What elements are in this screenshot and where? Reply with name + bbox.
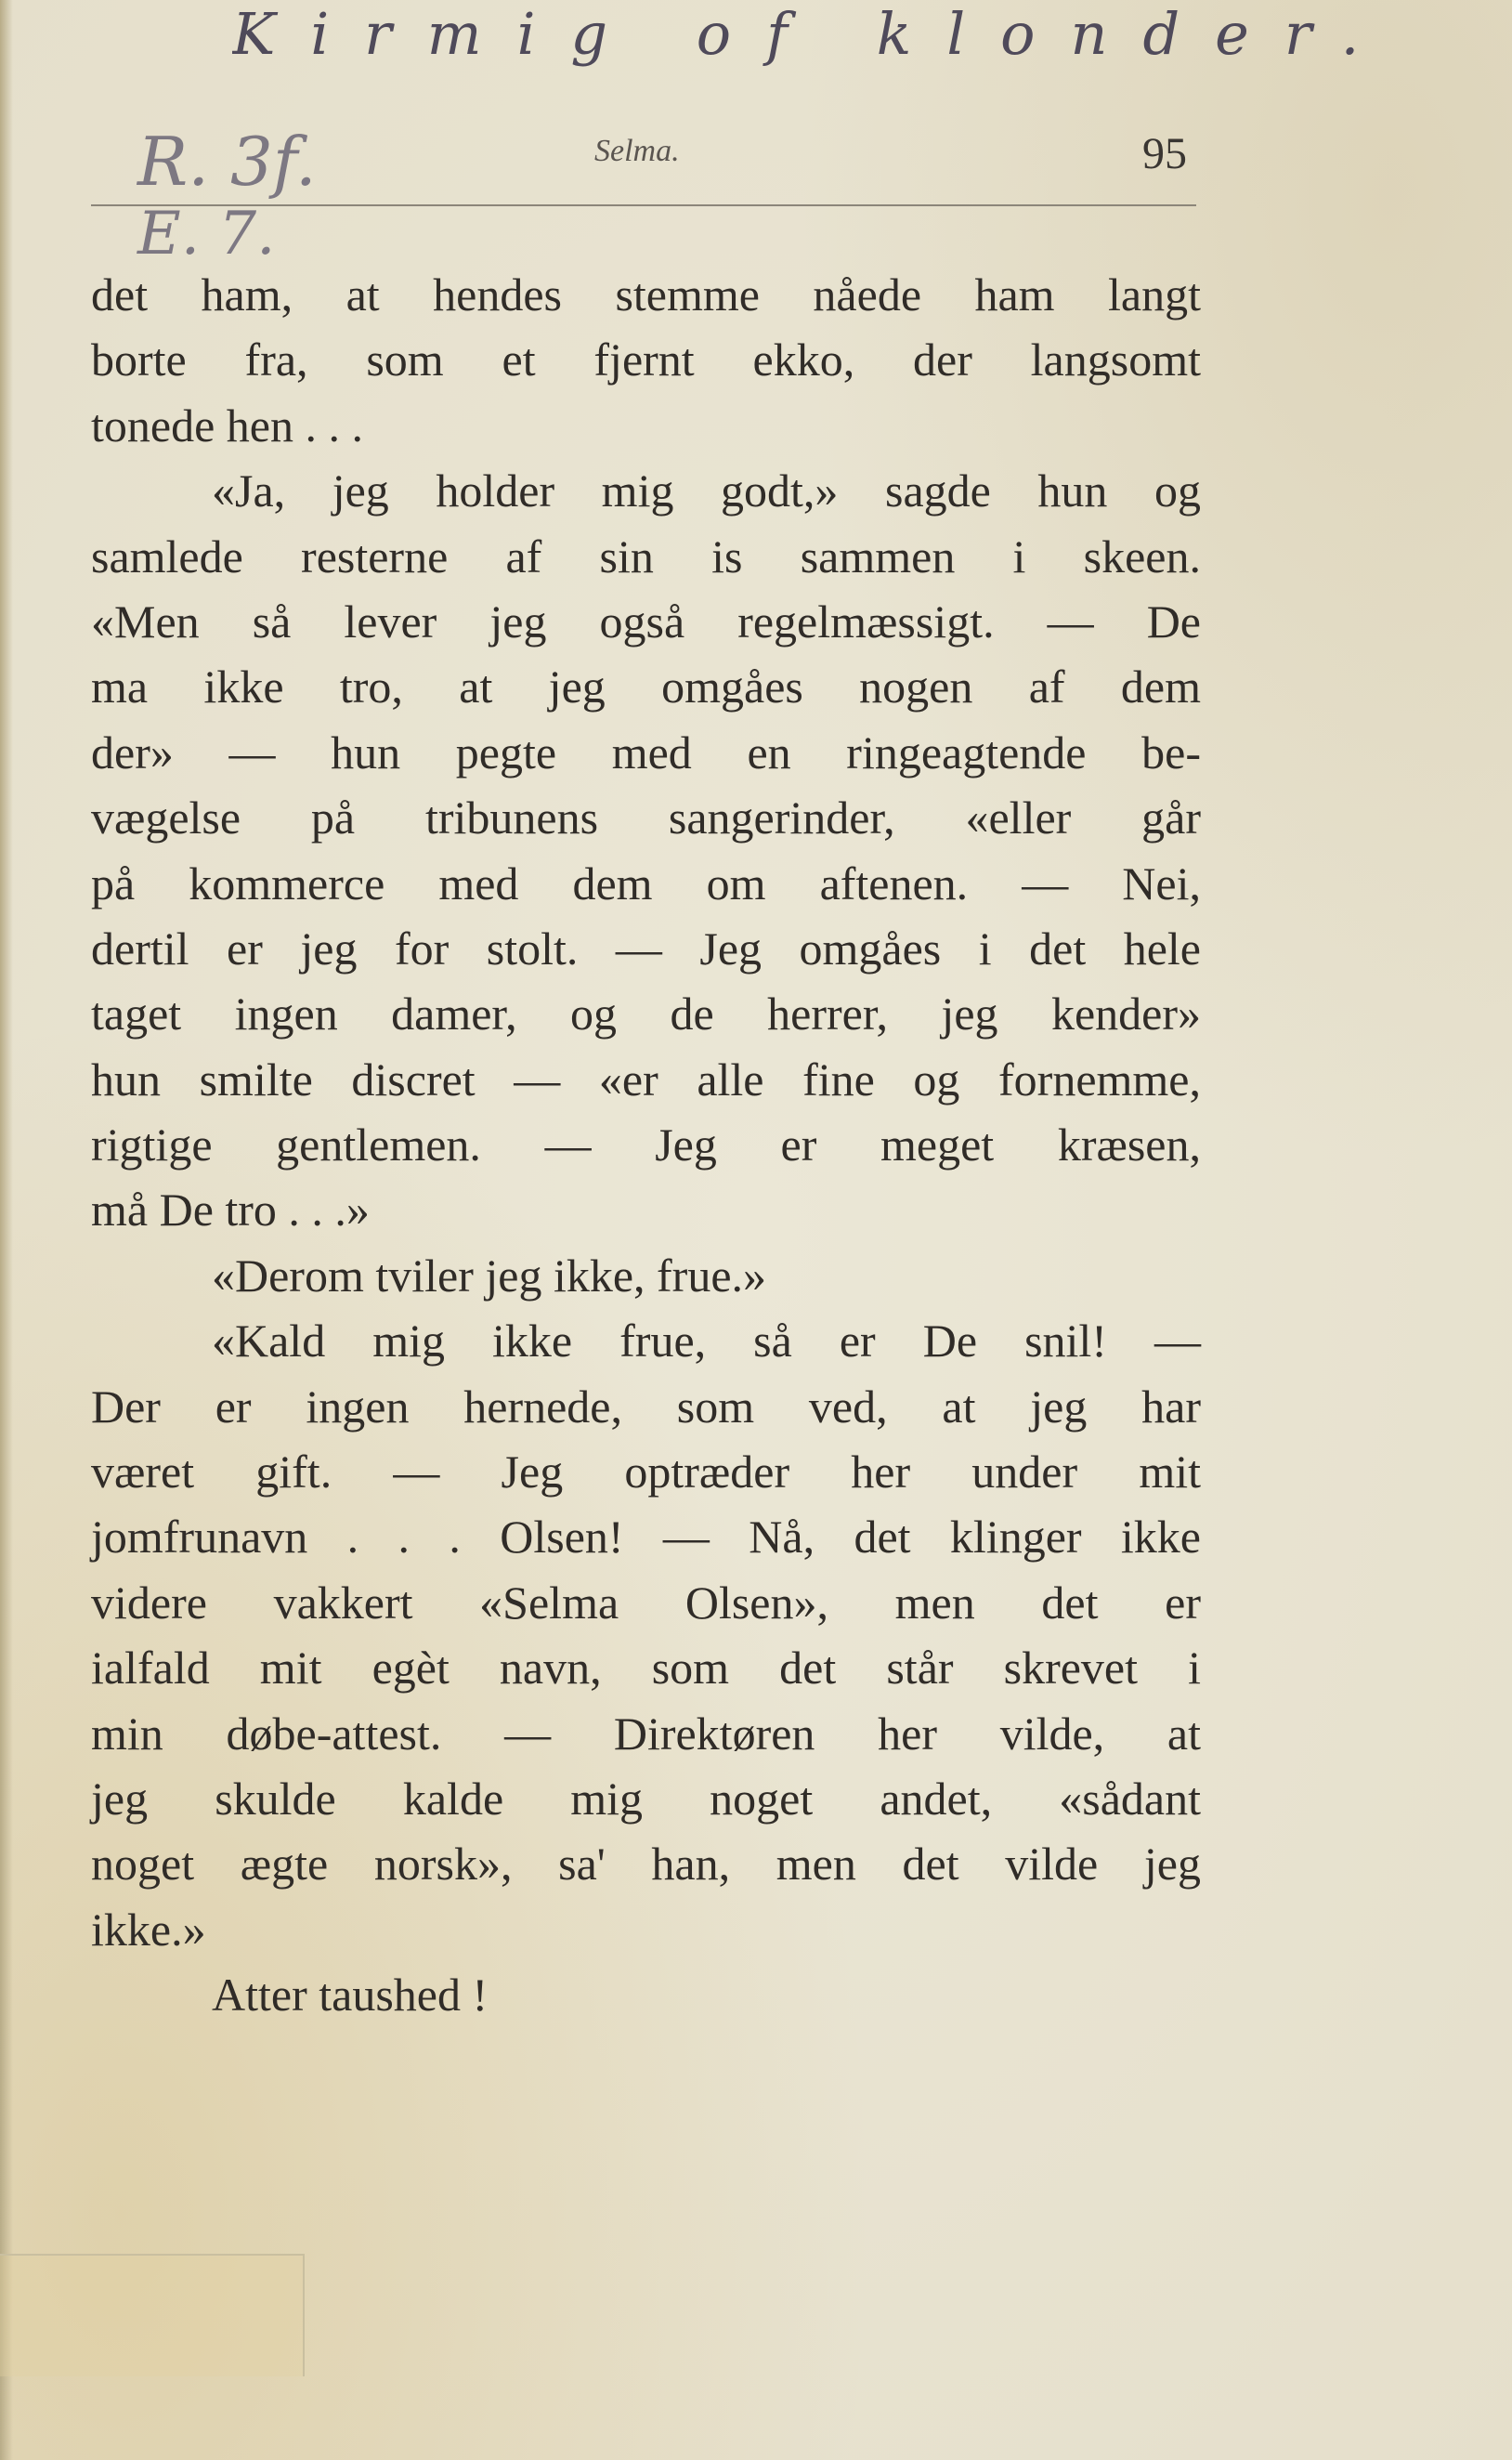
text-line: noget ægte norsk», sa' han, men det vilde jeg bbox=[91, 1838, 1201, 1891]
text-line: været gift. — Jeg optræder her under mit bbox=[91, 1446, 1201, 1498]
text-line: ialfald mit egèt navn, som det står skrevet i bbox=[91, 1642, 1201, 1695]
shelfmark-line-1: R. 3f. bbox=[137, 123, 317, 201]
text-line: der» — hun pegte med en ringeagtende be- bbox=[91, 726, 1201, 779]
text-line: på kommerce med dem om aftenen. — Nei, bbox=[91, 857, 1201, 909]
text-line: vægelse på tribunens sangerinder, «eller går bbox=[91, 792, 1201, 844]
text-line: jomfrunavn . . . Olsen! — Nå, det klinger ikke bbox=[91, 1511, 1201, 1564]
handwritten-note: Kirmig of klonder. bbox=[232, 0, 1395, 68]
text-line: Der er ingen hernede, som ved, at jeg har bbox=[91, 1380, 1201, 1433]
text-line: tonede hen . . . bbox=[91, 399, 363, 451]
library-label bbox=[0, 2254, 305, 2376]
text-line: Atter taushed ! bbox=[212, 1969, 489, 2022]
header-rule bbox=[91, 204, 1196, 206]
text-line: min døbe-attest. — Direktøren her vilde, at bbox=[91, 1707, 1201, 1760]
text-line: ikke.» bbox=[91, 1903, 206, 1956]
text-line: «Men så lever jeg også regelmæssigt. — De bbox=[91, 595, 1201, 648]
text-line: rigtige gentlemen. — Jeg er meget kræsen, bbox=[91, 1119, 1201, 1171]
text-line: det ham, at hendes stemme nåede ham langt bbox=[91, 268, 1201, 321]
running-title: Selma. bbox=[594, 134, 680, 168]
text-line: «Kald mig ikke frue, så er De snil! — bbox=[212, 1315, 1201, 1367]
text-line: «Ja, jeg holder mig godt,» sagde hun og bbox=[212, 465, 1201, 517]
shelfmark-line-2: E. 7. bbox=[137, 200, 276, 268]
text-line: må De tro . . .» bbox=[91, 1184, 370, 1237]
text-line: dertil er jeg for stolt. — Jeg omgåes i det hele bbox=[91, 922, 1201, 975]
page-edge bbox=[0, 0, 13, 2460]
text-line: jeg skulde kalde mig noget andet, «sådant bbox=[91, 1772, 1201, 1825]
text-line: «Derom tviler jeg ikke, frue.» bbox=[212, 1249, 767, 1302]
page-number: 95 bbox=[1142, 129, 1187, 178]
body-text bbox=[91, 262, 1201, 2028]
text-line: borte fra, som et fjernt ekko, der langsomt bbox=[91, 334, 1201, 386]
text-line: videre vakkert «Selma Olsen», men det er bbox=[91, 1576, 1201, 1629]
text-line: taget ingen damer, og de herrer, jeg kender» bbox=[91, 988, 1201, 1040]
text-line: ma ikke tro, at jeg omgåes nogen af dem bbox=[91, 661, 1201, 713]
text-line: hun smilte discret — «er alle fine og fornemme, bbox=[91, 1053, 1201, 1106]
text-line: samlede resterne af sin is sammen i skeen. bbox=[91, 530, 1201, 582]
